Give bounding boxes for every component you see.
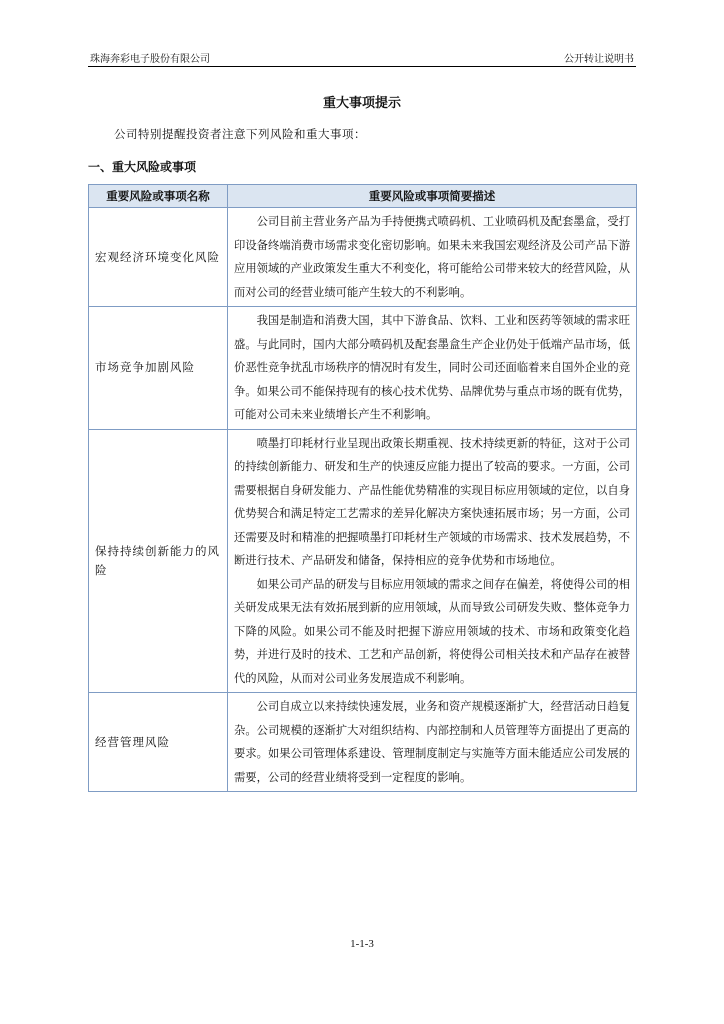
- table-header-row: [89, 185, 637, 208]
- risk-name-cell: 经营管理风险: [89, 693, 228, 792]
- risk-description-paragraph: 喷墨打印耗材行业呈现出政策长期重视、技术持续更新的特征，这对于公司的持续创新能力、研发和生产的快速反应能力提出了较高的要求。一方面，公司需要根据自身研发能力、产品性能优势精准的实现目标应用领域的定位，以自身优势契合和满足特定工艺需求的差异化解决方案快速拓展市场；另一方面，公司还需要及时和精准的把握喷墨打印耗材生产领域的市场需求、技术发展趋势，不断进行技术、产品研发和储备，保持相应的竞争优势和市场地位。: [234, 436, 630, 567]
- risk-description-paragraph: 我国是制造和消费大国，其中下游食品、饮料、工业和医药等领域的需求旺盛。与此同时，国内大部分喷码机及配套墨盒生产企业仍处于低端产品市场，低价恶性竞争扰乱市场秩序的情况时有发生，同时公司还面临着来自国外企业的竞争。如果公司不能保持现有的核心技术优势、品牌优势与重点市场的既有优势，可能对公司未来业绩增长产生不利影响。: [234, 314, 630, 421]
- risk-description-cell: [228, 208, 637, 307]
- page-title: 重大事项提示: [322, 96, 401, 111]
- risk-description-paragraph: 公司目前主营业务产品为手持便携式喷码机、工业喷码机及配套墨盒，受打印设备终端消费市场需求变化密切影响。如果未来我国宏观经济及公司产品下游应用领域的产业政策发生重大不利变化，将可能给公司带来较大的经营风险，从而对公司的经营业绩可能产生较大的不利影响。: [234, 215, 630, 299]
- risk-name-cell: 保持持续创新能力的风险: [89, 429, 228, 693]
- table-row: [89, 307, 637, 430]
- table-row: [89, 693, 637, 792]
- risk-description-paragraph: 公司自成立以来持续快速发展，业务和资产规模逐渐扩大，经营活动日趋复杂。公司规模的逐渐扩大对组织结构、内部控制和人员管理等方面提出了更高的要求。如果公司管理体系建设、管理制度制定与实施等方面未能适应公司发展的需要，公司的经营业绩将受到一定程度的影响。: [234, 700, 630, 784]
- risk-description-cell: [228, 429, 637, 693]
- header-document-name: 公开转让说明书: [564, 54, 634, 65]
- risk-name-cell: 宏观经济环境变化风险: [89, 208, 228, 307]
- section-heading: 一、重大风险或事项: [88, 160, 197, 174]
- column-header-name: 重要风险或事项名称: [89, 185, 228, 208]
- risk-name-cell: 市场竞争加剧风险: [89, 307, 228, 430]
- table-row: [89, 429, 637, 693]
- risk-description-paragraph: 如果公司产品的研发与目标应用领域的需求之间存在偏差，将使得公司的相关研发成果无法有效拓展到新的应用领域，从而导致公司研发失败、整体竞争力下降的风险。如果公司不能及时把握下游应用领域的技术、市场和政策变化趋势，并进行及时的技术、工艺和产品创新，将使得公司相关技术和产品存在被替代的风险，从而对公司业务发展造成不利影响。: [234, 577, 630, 685]
- risk-table: [88, 184, 637, 792]
- page-number: 1-1-3: [350, 938, 374, 950]
- header-company-name: 珠海奔彩电子股份有限公司: [90, 54, 210, 65]
- column-header-description: 重要风险或事项简要描述: [228, 185, 637, 208]
- table-row: [89, 208, 637, 307]
- risk-description-cell: [228, 693, 637, 792]
- intro-text: 公司特别提醒投资者注意下列风险和重大事项：: [114, 127, 366, 141]
- risk-description-cell: [228, 307, 637, 430]
- page-header: [88, 48, 636, 67]
